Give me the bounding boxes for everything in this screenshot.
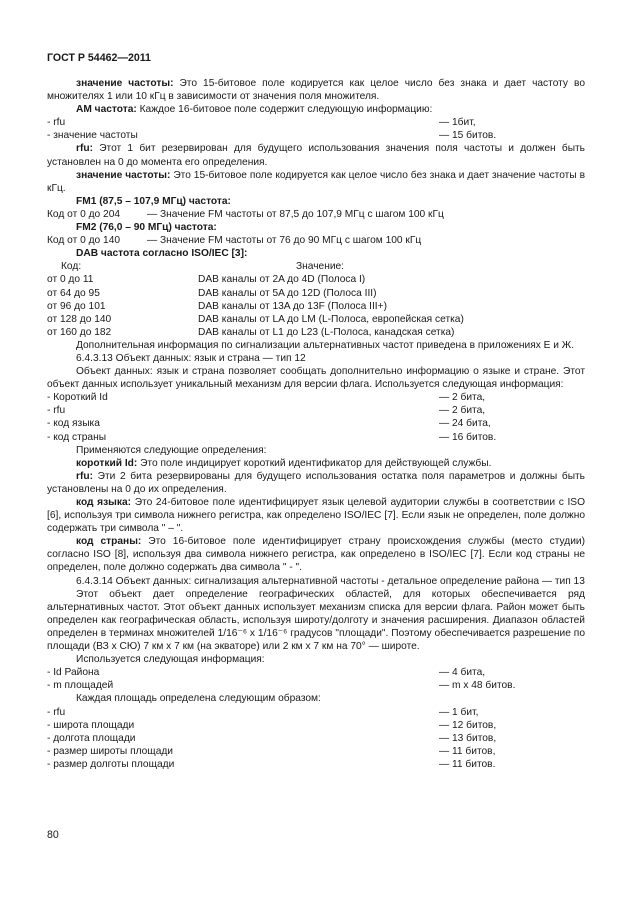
- table-row: от 128 до 140 DAB каналы от LA до LM (L-Полоса, европейская сетка): [47, 313, 464, 325]
- paragraph-each-area: Каждая площадь определена следующим образом:: [76, 693, 321, 705]
- list-item: - код языка — 24 бита,: [47, 418, 491, 430]
- paragraph-frequency-value: значение частоты: Это 15-битовое поле кодируется как целое число без знака и дает частоту во множителях 1 или 10 кГц в зависимости от значения поля множителя.: [47, 78, 585, 103]
- list-item: - размер широты площади — 11 битов,: [47, 745, 496, 757]
- fm2-row: Код от 0 до 140 — Значение FM частоты от 76 до 90 МГц с шагом 100 кГц: [47, 235, 422, 247]
- page-header: ГОСТ Р 54462—2011: [47, 52, 151, 64]
- paragraph-rfu: rfu: Этот 1 бит резервирован для будущего использования значения поля частоты и должен быть установлен на 0 до момента его определения.: [47, 143, 585, 168]
- fm1-title: FM1 (87,5 – 107,9 МГц) частота:: [76, 195, 231, 207]
- definition-language-code: код языка: Это 24-битовое поле идентифицирует язык целевой аудитории службы в соответствии с ISO [6], используя три символа нижнего регистра, как определено ISO/IEC [7]. Если язык не определен, поле должно содержать три символа " – ".: [47, 497, 585, 535]
- list-item: - rfu — 2 бита,: [47, 405, 486, 417]
- list-item: - размер долготы площади — 11 битов.: [47, 758, 496, 770]
- dab-table-header: Код: Значение:: [61, 261, 345, 273]
- term: короткий Id:: [76, 457, 138, 469]
- definition-short-id: короткий Id: Это поле индицирует короткий идентификатор для действующей службы.: [76, 457, 492, 469]
- table-row: от 160 до 182 DAB каналы от L1 до L23 (L-Полоса, канадская сетка): [47, 326, 455, 338]
- list-item: - широта площади — 12 битов,: [47, 719, 497, 731]
- term: rfu:: [76, 470, 93, 482]
- term: значение частоты:: [76, 169, 171, 181]
- term: значение частоты:: [76, 78, 174, 89]
- table-row: от 0 до 11 DAB каналы от 2A до 4D (Полоса I): [47, 274, 366, 286]
- section-6-4-3-14: 6.4.3.14 Объект данных: сигнализация альтернативной частоты - детальное определение района — тип 13: [76, 575, 585, 587]
- list-item: - Короткий Id — 2 бита,: [47, 392, 486, 404]
- list-item: - m площадей — m х 48 битов.: [47, 680, 516, 692]
- paragraph-object-13: Этот объект дает определение географических областей, для которых обеспечивается ряд альтернативных частот. Этот объект данных использует механизм списка для версии флага. Район может быть определен как географическая область, используя широту/долготу и значения расширения. Диапазон областей определен в терминах множителей 1/16⁻⁶ х 1/16⁻⁶ градусов "площади". Поэтому обеспечивается разрешение по площади (ВЗ х СЮ) 7 км х 7 км (на экваторе) или 2 км х 7 км на 70° — широте.: [47, 588, 585, 653]
- paragraph-definitions: Применяются следующие определения:: [76, 444, 267, 456]
- page-number: 80: [47, 829, 59, 841]
- definition-rfu: rfu: Эти 2 бита резервированы для будущего использования остатка поля параметров и должны быть установлены на 0 до их определения.: [47, 470, 585, 495]
- term: rfu:: [76, 143, 93, 155]
- section-6-4-3-13: 6.4.3.13 Объект данных: язык и страна — тип 12: [76, 352, 306, 364]
- fm2-title: FM2 (76,0 – 90 МГц) частота:: [76, 222, 217, 234]
- dab-title: DAB частота согласно ISO/IEC [3]:: [76, 248, 248, 260]
- table-row: от 64 до 95 DAB каналы от 5A до 12D (Полоса III): [47, 287, 377, 299]
- term: код языка:: [76, 497, 132, 508]
- definition-country-code: код страны: Это 16-битовое поле идентифицирует страну происхождения службы (место студии) согласно ISO [8], используя два символа нижнего регистра, как определено в ISO/IEC [7]. Если код страны не определен, поле должно содержать два символа " - ".: [47, 536, 586, 574]
- fm1-row: Код от 0 до 204 — Значение FM частоты от 87,5 до 107,9 МГц с шагом 100 кГц: [47, 208, 444, 220]
- list-item: - код страны — 16 битов.: [47, 431, 497, 443]
- list-item: - rfu — 1бит,: [47, 117, 476, 129]
- paragraph-uses: Используется следующая информация:: [76, 654, 265, 666]
- term: AM частота:: [76, 104, 137, 116]
- list-item: - rfu — 1 бит,: [47, 706, 479, 718]
- paragraph-frequency-value-2: значение частоты: Это 15-битовое поле кодируется как целое число без знака и дает значение частоты в кГц.: [47, 169, 585, 194]
- paragraph-object-12: Объект данных: язык и страна позволяет сообщать дополнительно информацию о языке и стране. Этот объект данных использует уникальный механизм для версии флага. Используется следующая информация:: [47, 366, 585, 391]
- page-body: [47, 77, 585, 771]
- list-item: - долгота площади — 13 битов,: [47, 732, 497, 744]
- paragraph-additional-info: Дополнительная информация по сигнализации альтернативных частот приведена в приложениях Е и Ж.: [76, 339, 575, 351]
- paragraph-am-frequency: AM частота: Каждое 16-битовое поле содержит следующую информацию:: [76, 104, 433, 116]
- term: код страны:: [76, 536, 142, 548]
- list-item: - значение частоты — 15 битов.: [47, 130, 497, 142]
- table-row: от 96 до 101 DAB каналы от 13A до 13F (Полоса III+): [47, 300, 387, 312]
- list-item: - Id Района — 4 бита,: [47, 667, 486, 679]
